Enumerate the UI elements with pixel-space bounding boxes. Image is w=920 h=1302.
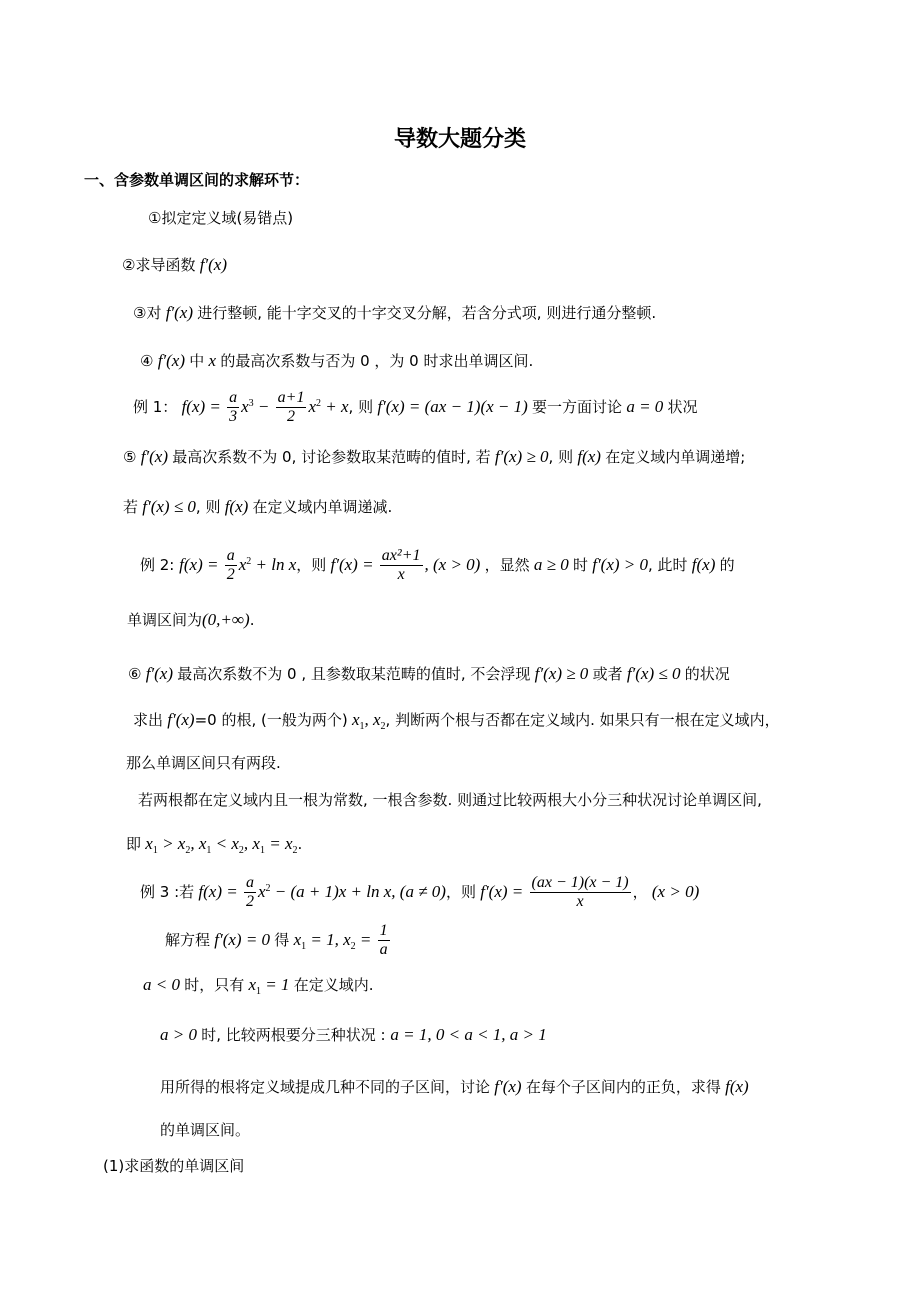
- math-expression: x: [141, 834, 153, 853]
- text-segment: ，则: [296, 556, 327, 574]
- math-expression: = 1, x: [306, 930, 351, 949]
- fraction-numerator: 1: [379, 922, 388, 939]
- text-line: [123, 442, 745, 472]
- math-expression: , x: [190, 834, 207, 853]
- text-line: [160, 1020, 547, 1050]
- math-expression: a > 0: [160, 1025, 202, 1044]
- fraction-denominator: 2: [287, 408, 296, 425]
- text-segment: ⑤: [123, 448, 137, 466]
- text-line: [140, 547, 735, 584]
- math-expression: f′(x): [161, 303, 198, 322]
- fraction-denominator: a: [379, 941, 388, 958]
- math-expression: −: [253, 397, 274, 416]
- text-segment: 最高次系数不为 0 , 且参数取某范畴的值时, 不会浮现: [177, 665, 531, 683]
- math-expression: f(x) =: [179, 555, 223, 574]
- text-line: [123, 492, 392, 522]
- text-line: [127, 605, 254, 635]
- math-expression: (x > 0): [647, 882, 700, 901]
- fraction-denominator: 3: [229, 408, 238, 425]
- text-segment: 最高次系数不为 0, 讨论参数取某范畴的值时, 若: [172, 448, 491, 466]
- math-expression: x: [238, 555, 247, 574]
- math-fraction: [227, 389, 239, 426]
- math-expression: f(x): [720, 1077, 749, 1096]
- text-line: [133, 389, 698, 426]
- math-expression: f(x) =: [177, 397, 226, 416]
- math-superscript: 2: [265, 883, 271, 894]
- math-expression: x: [241, 397, 249, 416]
- text-segment: 即: [126, 835, 142, 853]
- math-expression: = 1: [261, 975, 294, 994]
- math-expression: f′(x) =: [326, 555, 378, 574]
- text-line: [133, 705, 780, 742]
- text-segment: 在每个子区间内的正负，求得: [525, 1078, 721, 1096]
- text-segment: 要一方面讨论: [532, 398, 623, 416]
- fraction-numerator: a: [245, 874, 254, 891]
- math-expression: f′(x) ≥ 0: [490, 447, 549, 466]
- math-expression: , x: [243, 834, 260, 853]
- text-segment: 时, 比较两根要分三种状况 :: [201, 1026, 391, 1044]
- fraction-numerator: a: [229, 389, 238, 406]
- text-line: [143, 970, 374, 1007]
- math-expression: f′(x) ≥ 0: [530, 664, 593, 683]
- math-expression: x: [204, 351, 221, 370]
- math-expression: f′(x): [195, 255, 228, 274]
- text-segment: 求出: [133, 711, 164, 729]
- math-fraction: [225, 547, 237, 584]
- text-segment: ②求导函数: [122, 256, 196, 274]
- text-line: [138, 785, 762, 815]
- math-expression: > x: [157, 834, 186, 853]
- math-expression: f′(x): [136, 447, 173, 466]
- text-segment: (1)求函数的单调区间: [103, 1157, 245, 1175]
- text-line: [84, 165, 309, 195]
- math-expression: x: [257, 882, 266, 901]
- text-line: [140, 874, 699, 911]
- text-line: [133, 298, 656, 328]
- math-fraction: [380, 547, 423, 584]
- text-line: [165, 922, 392, 962]
- text-segment: 的状况: [684, 665, 730, 683]
- text-segment: 进行整顿, 能十字交叉的十字交叉分解，若含分式项, 则进行通分整顿.: [197, 304, 657, 322]
- fraction-numerator: a: [226, 547, 235, 564]
- math-superscript: 2: [246, 556, 252, 567]
- math-expression: x: [244, 975, 257, 994]
- math-expression: + x: [321, 397, 349, 416]
- text-segment: ⑥: [128, 665, 142, 683]
- math-expression: (0,+∞): [202, 610, 250, 629]
- math-expression: f′(x) ≤ 0: [138, 497, 196, 516]
- math-subscript: 2: [350, 941, 356, 952]
- text-segment: 那么单调区间只有两段.: [126, 754, 281, 772]
- text-segment: 单调区间为: [127, 611, 203, 629]
- math-subscript: 1: [359, 721, 365, 732]
- text-segment: 若: [123, 498, 139, 516]
- math-expression: f′(x): [490, 1077, 526, 1096]
- text-segment: 在定义域内单调递减.: [252, 498, 393, 516]
- document-title: 导数大题分类: [393, 127, 526, 152]
- text-segment: 在定义域内单调递增;: [605, 448, 746, 466]
- text-segment: , 则: [548, 448, 574, 466]
- math-expression: f(x): [573, 447, 606, 466]
- text-segment: .: [297, 835, 303, 853]
- math-expression: x: [289, 930, 302, 949]
- math-subscript: 1: [259, 845, 265, 856]
- math-expression: a = 1, 0 < a < 1, a > 1: [390, 1025, 547, 1044]
- text-segment: 若两根都在定义域内且一根为常数, 一根含参数. 则通过比较两根大小分三种状况讨论单调区间,: [138, 791, 762, 809]
- text-segment: .: [249, 611, 255, 629]
- math-expression: x: [308, 397, 316, 416]
- text-segment: , 此时: [648, 556, 688, 574]
- math-subscript: 2: [292, 845, 298, 856]
- math-expression: − (a + 1)x + ln x, (a ≠ 0): [270, 882, 446, 901]
- text-segment: ，则: [445, 883, 476, 901]
- text-line: [128, 659, 730, 689]
- math-expression: f′(x): [153, 351, 190, 370]
- math-expression: f(x): [220, 497, 253, 516]
- text-segment: 解方程: [165, 931, 211, 949]
- text-line: [103, 1151, 244, 1181]
- text-line: [148, 203, 293, 233]
- text-segment: , 判断两个根与否都在定义域内. 如果只有一根在定义域内，: [385, 711, 780, 729]
- text-segment: 状况: [667, 398, 698, 416]
- math-expression: + ln x: [251, 555, 297, 574]
- text-segment: 例 1：: [133, 398, 178, 416]
- math-subscript: 2: [380, 721, 386, 732]
- text-segment: 时，只有: [184, 976, 245, 994]
- text-segment: ，: [632, 883, 648, 901]
- text-segment: =0 的根, (一般为两个): [194, 711, 348, 729]
- text-segment: 的单调区间。: [160, 1121, 251, 1139]
- math-expression: , x: [364, 710, 381, 729]
- text-line: [160, 1072, 749, 1102]
- text-segment: 的: [719, 556, 735, 574]
- text-segment: 例 3 :若: [140, 883, 195, 901]
- math-superscript: 3: [248, 398, 254, 409]
- math-expression: < x: [211, 834, 239, 853]
- fraction-numerator: ax²+1: [381, 547, 421, 564]
- text-segment: 时: [572, 556, 588, 574]
- text-segment: , 则: [195, 498, 221, 516]
- text-line: [122, 250, 227, 280]
- fraction-numerator: (ax − 1)(x − 1): [531, 874, 629, 891]
- math-subscript: 1: [256, 986, 262, 997]
- math-subscript: 2: [238, 845, 244, 856]
- math-expression: a ≥ 0: [529, 555, 573, 574]
- text-segment: ③对: [133, 304, 162, 322]
- math-fraction: [276, 389, 307, 426]
- text-segment: 或者: [592, 665, 623, 683]
- math-expression: = x: [264, 834, 293, 853]
- math-expression: a = 0: [622, 397, 668, 416]
- math-expression: f′(x) = 0: [210, 930, 275, 949]
- text-segment: 中: [189, 352, 205, 370]
- text-segment: 一、含参数单调区间的求解环节：: [84, 171, 310, 189]
- math-expression: f(x) =: [194, 882, 242, 901]
- text-line: [126, 748, 281, 778]
- math-subscript: 1: [152, 845, 158, 856]
- math-fraction: [244, 874, 256, 911]
- math-expression: f′(x): [141, 664, 178, 683]
- math-expression: f′(x) ≤ 0: [622, 664, 685, 683]
- fraction-denominator: x: [397, 566, 405, 583]
- math-expression: f′(x) > 0: [587, 555, 648, 574]
- text-line: [126, 829, 302, 866]
- text-segment: ④: [140, 352, 154, 370]
- text-segment: 例 2:: [140, 556, 180, 574]
- fraction-denominator: 2: [245, 893, 254, 910]
- fraction-denominator: 2: [226, 566, 235, 583]
- text-segment: ①拟定定义域(易错点): [148, 209, 294, 227]
- text-segment: 得: [274, 931, 290, 949]
- math-expression: f′(x) = (ax − 1)(x − 1): [373, 397, 533, 416]
- text-line: [160, 1115, 250, 1145]
- math-expression: x: [347, 710, 360, 729]
- text-line: [140, 346, 533, 376]
- math-subscript: 1: [206, 845, 212, 856]
- math-superscript: 2: [316, 398, 321, 409]
- text-segment: 的最高次系数与否为 0 ，为 0 时求出单调区间.: [220, 352, 534, 370]
- fraction-denominator: x: [576, 893, 584, 910]
- math-expression: a < 0: [143, 975, 185, 994]
- text-segment: 在定义域内.: [293, 976, 374, 994]
- math-fraction: [378, 922, 390, 959]
- math-fraction: [530, 874, 631, 911]
- math-expression: f′(x): [163, 710, 195, 729]
- text-segment: , 则: [348, 398, 374, 416]
- math-expression: f(x): [687, 555, 720, 574]
- math-subscript: 2: [185, 845, 191, 856]
- math-expression: =: [355, 930, 376, 949]
- text-segment: ，显然: [484, 556, 530, 574]
- math-expression: f′(x) =: [475, 882, 528, 901]
- math-subscript: 1: [301, 941, 307, 952]
- fraction-numerator: a+1: [277, 389, 305, 406]
- math-expression: , (x > 0): [424, 555, 485, 574]
- text-segment: 用所得的根将定义域提成几种不同的子区间，讨论: [160, 1078, 491, 1096]
